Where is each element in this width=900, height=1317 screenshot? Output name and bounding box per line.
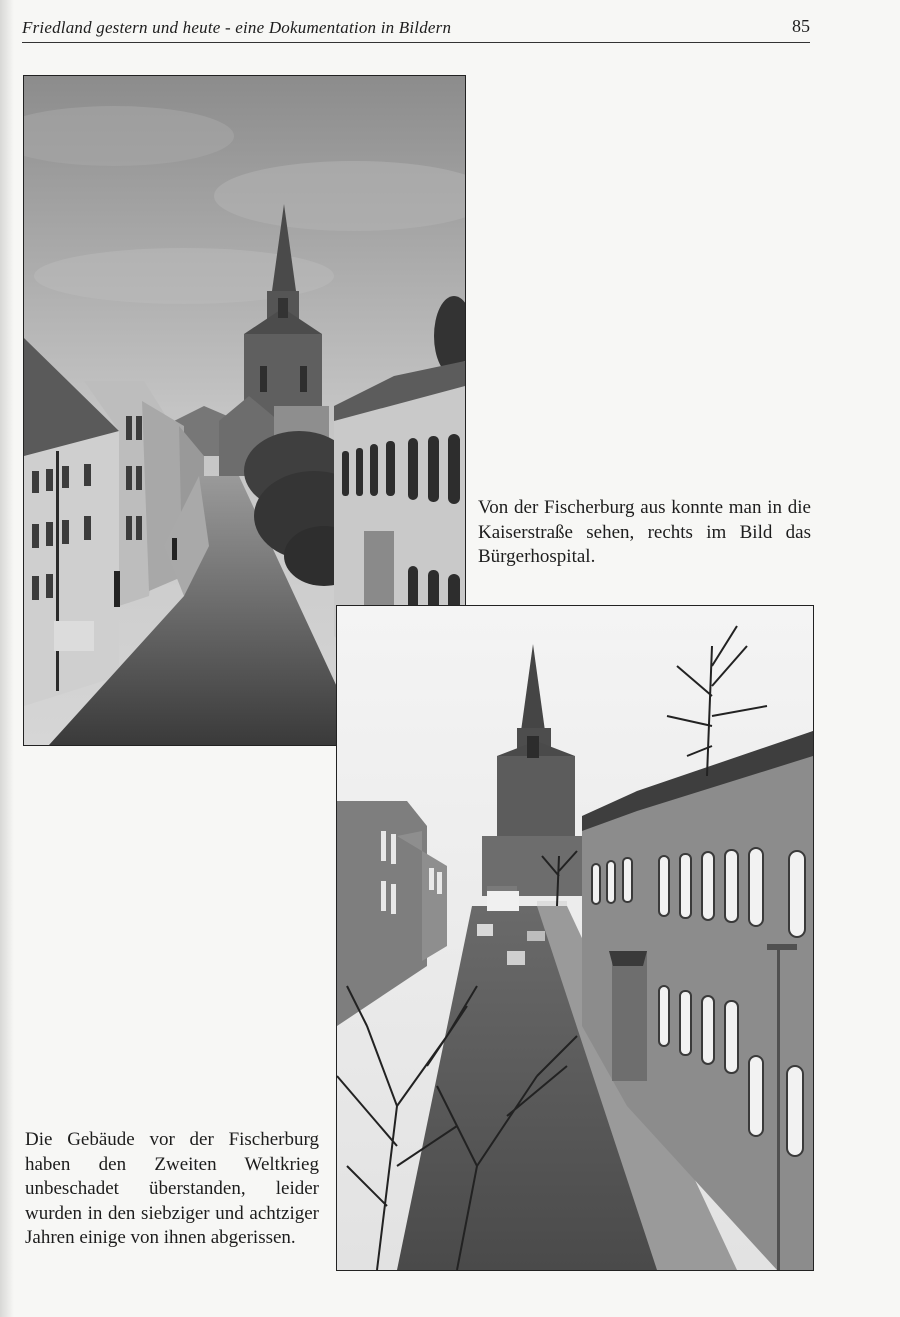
caption-historic-photo: Von der Fischerburg aus konnte man in die Kaiserstraße sehen, rechts im Bild das Bürgerhospital. — [478, 497, 811, 567]
modern-street-photo — [336, 605, 814, 1271]
caption-modern-photo: Die Gebäude vor der Fischerburg haben den Zweiten Weltkrieg unbeschadet überstanden, leider wurden in den siebziger und achtziger Jahren einige von ihnen abgerissen. — [25, 1129, 319, 1248]
running-header — [22, 16, 810, 43]
running-title: Friedland gestern und heute - eine Dokumentation in Bildern — [22, 18, 452, 37]
modern-street-illustration — [337, 606, 813, 1270]
page-number: 85 — [792, 16, 810, 36]
page-gutter-shadow — [0, 0, 14, 1317]
